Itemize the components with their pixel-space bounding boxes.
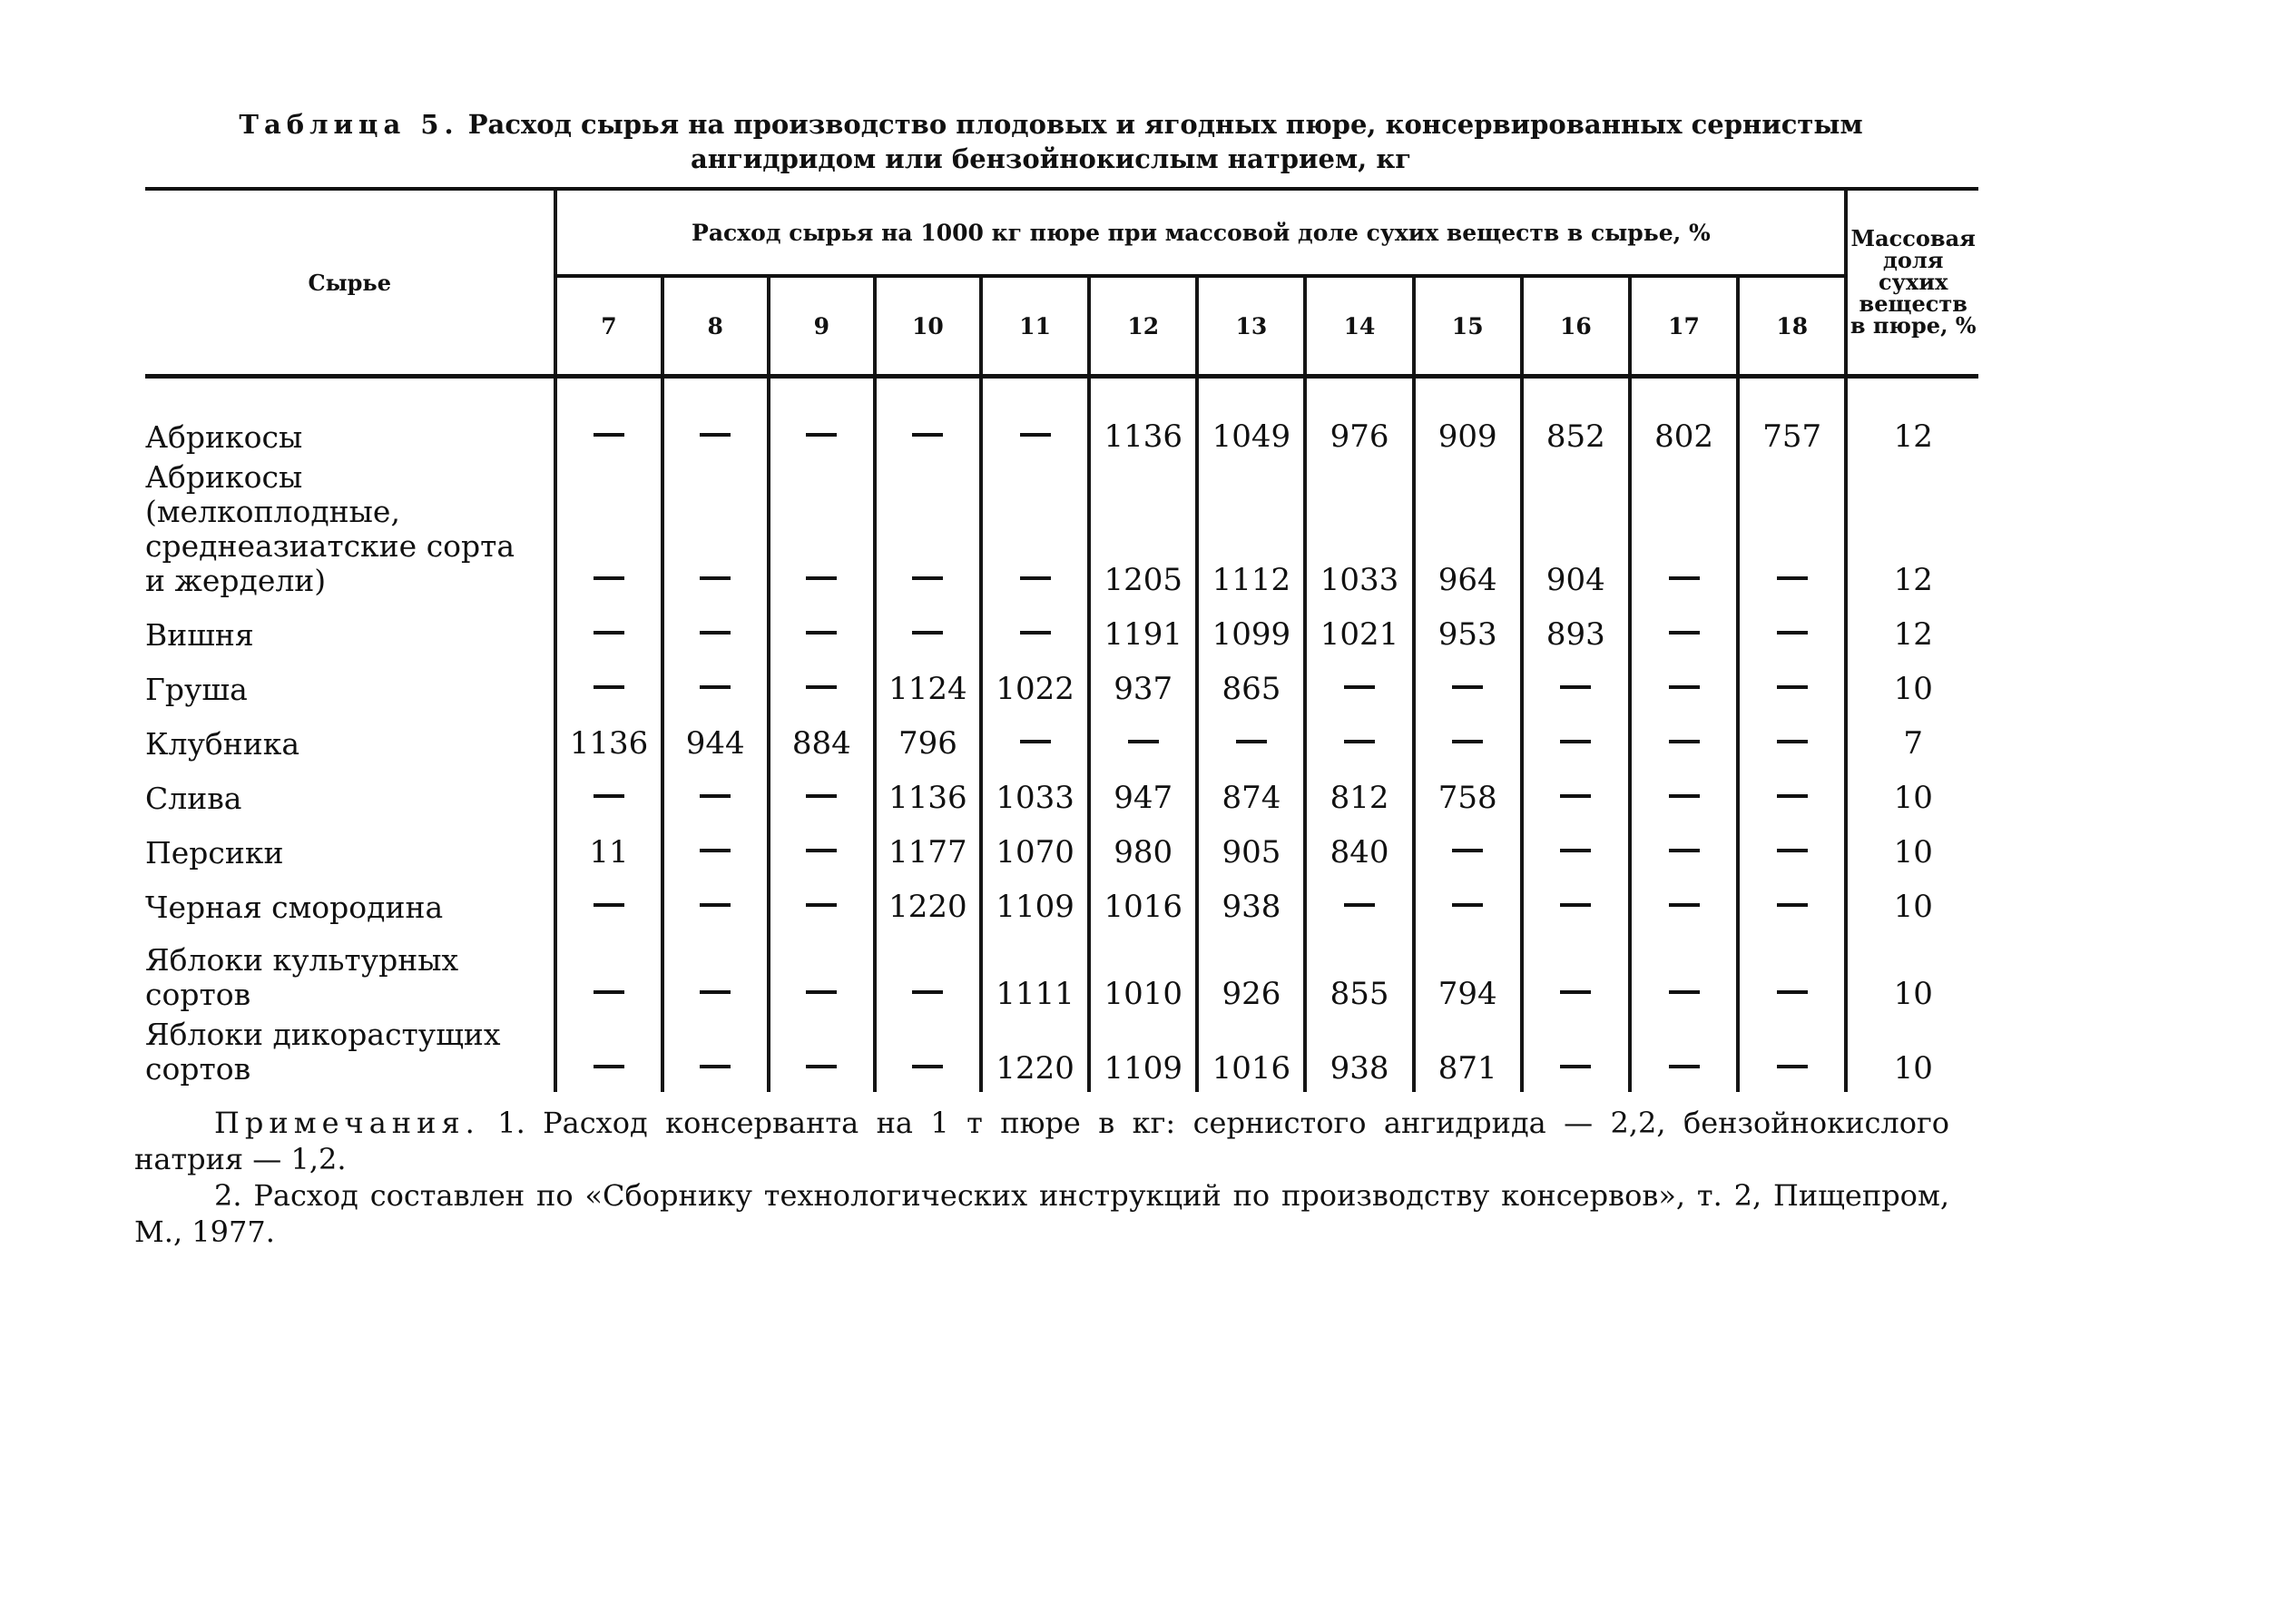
consumption-value: 758 xyxy=(1414,767,1522,821)
consumption-value: 1191 xyxy=(1089,604,1197,658)
consumption-value: 874 xyxy=(1197,767,1305,821)
consumption-value: 1016 xyxy=(1089,876,1197,930)
empty-cell xyxy=(1738,821,1846,876)
dash-mark xyxy=(1452,685,1483,689)
consumption-value: 1177 xyxy=(875,821,981,876)
mass-fraction-value: 7 xyxy=(1846,713,1978,767)
empty-cell xyxy=(662,821,769,876)
empty-cell xyxy=(1630,460,1738,604)
empty-cell xyxy=(1522,930,1630,1018)
dash-mark xyxy=(806,849,837,852)
dash-mark xyxy=(1777,740,1808,743)
dash-mark xyxy=(1020,433,1051,437)
table-caption xyxy=(134,107,1967,176)
dry-matter-header-8: 8 xyxy=(662,276,769,377)
consumption-value: 812 xyxy=(1305,767,1413,821)
consumption-value: 1016 xyxy=(1197,1018,1305,1092)
mass-fraction-value: 10 xyxy=(1846,821,1978,876)
dash-mark xyxy=(1669,903,1700,907)
dry-matter-header-14: 14 xyxy=(1305,276,1413,377)
dash-mark xyxy=(1020,576,1051,580)
consumption-value: 909 xyxy=(1414,400,1522,460)
table-row xyxy=(145,821,1978,876)
dry-matter-header-13: 13 xyxy=(1197,276,1305,377)
dash-mark xyxy=(1344,685,1375,689)
empty-cell xyxy=(662,658,769,713)
dash-mark xyxy=(1777,685,1808,689)
empty-cell xyxy=(1522,713,1630,767)
column-group-header: Расход сырья на 1000 кг пюре при массовой доле сухих веществ в сырье, % xyxy=(555,189,1846,276)
dash-mark xyxy=(1128,740,1159,743)
empty-cell xyxy=(662,400,769,460)
mass-fraction-value: 10 xyxy=(1846,876,1978,930)
empty-cell xyxy=(1630,767,1738,821)
consumption-value: 1136 xyxy=(555,713,662,767)
raw-material-name: Клубника xyxy=(145,726,300,762)
dash-mark xyxy=(1777,576,1808,580)
consumption-value: 855 xyxy=(1305,930,1413,1018)
consumption-value: 926 xyxy=(1197,930,1305,1018)
dry-matter-header-15: 15 xyxy=(1414,276,1522,377)
dash-mark xyxy=(912,433,943,437)
dash-mark xyxy=(1452,740,1483,743)
consumption-value: 852 xyxy=(1522,400,1630,460)
dash-mark xyxy=(1669,685,1700,689)
consumption-value: 1136 xyxy=(1089,400,1197,460)
empty-cell xyxy=(1414,876,1522,930)
dry-matter-header-17: 17 xyxy=(1630,276,1738,377)
empty-cell xyxy=(1630,821,1738,876)
consumption-value: 980 xyxy=(1089,821,1197,876)
table-row xyxy=(145,1018,1978,1092)
dash-mark xyxy=(700,685,731,689)
dry-matter-header-11: 11 xyxy=(981,276,1089,377)
dash-mark xyxy=(700,794,731,798)
table-row xyxy=(145,400,1978,460)
raw-material-name: Груша xyxy=(145,672,248,707)
dash-mark xyxy=(700,849,731,852)
empty-cell xyxy=(981,604,1089,658)
dash-mark xyxy=(912,990,943,994)
raw-material-name: Яблоки культурных сортов xyxy=(145,942,459,1012)
dash-mark xyxy=(1669,631,1700,634)
empty-cell xyxy=(1630,1018,1738,1092)
consumption-value: 904 xyxy=(1522,460,1630,604)
consumption-value: 937 xyxy=(1089,658,1197,713)
dash-mark xyxy=(806,990,837,994)
empty-cell xyxy=(769,821,875,876)
raw-material-name: Персики xyxy=(145,835,284,871)
empty-cell xyxy=(1414,821,1522,876)
notes-title: Примечания. xyxy=(214,1106,480,1140)
empty-cell xyxy=(875,400,981,460)
spacer-row xyxy=(145,377,1978,401)
dash-mark xyxy=(806,903,837,907)
empty-cell xyxy=(1630,876,1738,930)
empty-cell xyxy=(1414,658,1522,713)
mass-fraction-value: 12 xyxy=(1846,604,1978,658)
table-caption-label: Таблица 5. xyxy=(239,109,459,140)
consumption-value: 757 xyxy=(1738,400,1846,460)
empty-cell xyxy=(769,1018,875,1092)
empty-cell xyxy=(555,930,662,1018)
empty-cell xyxy=(1630,604,1738,658)
empty-cell xyxy=(875,604,981,658)
dash-mark xyxy=(1777,849,1808,852)
dash-mark xyxy=(594,1065,624,1068)
empty-cell xyxy=(1630,930,1738,1018)
empty-cell xyxy=(662,876,769,930)
consumption-value: 1111 xyxy=(981,930,1089,1018)
document-page xyxy=(134,107,1986,1250)
consumption-value: 947 xyxy=(1089,767,1197,821)
mass-fraction-value: 12 xyxy=(1846,400,1978,460)
dash-mark xyxy=(1560,849,1591,852)
dash-mark xyxy=(1560,794,1591,798)
consumption-value: 1033 xyxy=(981,767,1089,821)
dash-mark xyxy=(1777,631,1808,634)
dash-mark xyxy=(1020,740,1051,743)
empty-cell xyxy=(1738,930,1846,1018)
dry-matter-header-16: 16 xyxy=(1522,276,1630,377)
note-1 xyxy=(134,1105,1949,1177)
empty-cell xyxy=(1522,658,1630,713)
table-row xyxy=(145,460,1978,604)
dash-mark xyxy=(594,990,624,994)
table-caption-line1: Расход сырья на производство плодовых и ягодных пюре, консервированных сернистым xyxy=(467,109,1863,140)
dash-mark xyxy=(912,631,943,634)
dry-matter-header-9: 9 xyxy=(769,276,875,377)
consumption-value: 11 xyxy=(555,821,662,876)
empty-cell xyxy=(1305,658,1413,713)
consumption-value: 871 xyxy=(1414,1018,1522,1092)
dash-mark xyxy=(1669,1065,1700,1068)
consumption-value: 1022 xyxy=(981,658,1089,713)
mass-fraction-value: 10 xyxy=(1846,1018,1978,1092)
table-caption-line2: ангидридом или бензойнокислым натрием, кг xyxy=(690,143,1412,174)
empty-cell xyxy=(1738,658,1846,713)
dash-mark xyxy=(1236,740,1267,743)
empty-cell xyxy=(769,604,875,658)
column-header-raw-material: Сырье xyxy=(145,189,555,377)
consumption-value: 1205 xyxy=(1089,460,1197,604)
dash-mark xyxy=(1669,990,1700,994)
consumption-value: 1010 xyxy=(1089,930,1197,1018)
dash-mark xyxy=(806,794,837,798)
empty-cell xyxy=(769,400,875,460)
empty-cell xyxy=(1738,604,1846,658)
consumption-value: 893 xyxy=(1522,604,1630,658)
empty-cell xyxy=(1522,1018,1630,1092)
consumption-value: 1070 xyxy=(981,821,1089,876)
empty-cell xyxy=(662,604,769,658)
consumption-value: 865 xyxy=(1197,658,1305,713)
empty-cell xyxy=(875,1018,981,1092)
consumption-value: 944 xyxy=(662,713,769,767)
dash-mark xyxy=(1560,1065,1591,1068)
dash-mark xyxy=(806,631,837,634)
dash-mark xyxy=(700,903,731,907)
dash-mark xyxy=(594,433,624,437)
raw-material-name: Черная смородина xyxy=(145,890,444,925)
mass-fraction-value: 10 xyxy=(1846,930,1978,1018)
empty-cell xyxy=(1305,876,1413,930)
dash-mark xyxy=(1560,903,1591,907)
empty-cell xyxy=(662,460,769,604)
dash-mark xyxy=(1669,576,1700,580)
consumption-value: 794 xyxy=(1414,930,1522,1018)
table-row xyxy=(145,876,1978,930)
empty-cell xyxy=(555,767,662,821)
dry-matter-header-18: 18 xyxy=(1738,276,1846,377)
raw-material-table xyxy=(145,187,1978,1092)
consumption-value: 884 xyxy=(769,713,875,767)
consumption-value: 1049 xyxy=(1197,400,1305,460)
empty-cell xyxy=(875,460,981,604)
dry-matter-header-12: 12 xyxy=(1089,276,1197,377)
dash-mark xyxy=(594,685,624,689)
consumption-value: 1099 xyxy=(1197,604,1305,658)
dry-matter-header-7: 7 xyxy=(555,276,662,377)
empty-cell xyxy=(662,767,769,821)
dash-mark xyxy=(1452,903,1483,907)
consumption-value: 976 xyxy=(1305,400,1413,460)
empty-cell xyxy=(769,767,875,821)
dash-mark xyxy=(806,1065,837,1068)
dash-mark xyxy=(1777,990,1808,994)
column-header-mass-fraction: Массовая доля сухих веществ в пюре, % xyxy=(1846,189,1978,377)
consumption-value: 840 xyxy=(1305,821,1413,876)
note-2-text: 2. Расход составлен по «Сборнику технологических инструкций по производству консервов», т. 2, Пищепром, М., 1977. xyxy=(134,1178,1949,1249)
consumption-value: 953 xyxy=(1414,604,1522,658)
dash-mark xyxy=(1560,740,1591,743)
table-row xyxy=(145,713,1978,767)
empty-cell xyxy=(555,400,662,460)
dash-mark xyxy=(1777,903,1808,907)
consumption-value: 1112 xyxy=(1197,460,1305,604)
dash-mark xyxy=(1777,1065,1808,1068)
empty-cell xyxy=(981,460,1089,604)
dry-matter-header-10: 10 xyxy=(875,276,981,377)
dash-mark xyxy=(1560,990,1591,994)
dash-mark xyxy=(1669,794,1700,798)
note-1-text: 1. Расход консерванта на 1 т пюре в кг: сернистого ангидрида — 2,2, бензойнокислого натрия — 1,2. xyxy=(134,1106,1950,1176)
consumption-value: 1220 xyxy=(875,876,981,930)
consumption-value: 1021 xyxy=(1305,604,1413,658)
raw-material-name: Слива xyxy=(145,781,242,816)
dash-mark xyxy=(700,576,731,580)
consumption-value: 1136 xyxy=(875,767,981,821)
header-row-top xyxy=(145,189,1978,276)
dash-mark xyxy=(806,685,837,689)
consumption-value: 938 xyxy=(1305,1018,1413,1092)
table-row xyxy=(145,604,1978,658)
dash-mark xyxy=(1452,849,1483,852)
consumption-value: 1124 xyxy=(875,658,981,713)
empty-cell xyxy=(1522,876,1630,930)
table-row xyxy=(145,658,1978,713)
empty-cell xyxy=(1630,713,1738,767)
empty-cell xyxy=(769,658,875,713)
consumption-value: 964 xyxy=(1414,460,1522,604)
empty-cell xyxy=(555,1018,662,1092)
empty-cell xyxy=(555,604,662,658)
note-2 xyxy=(134,1177,1949,1250)
dash-mark xyxy=(1669,740,1700,743)
empty-cell xyxy=(555,876,662,930)
raw-material-name: Яблоки дикорастущих сортов xyxy=(145,1017,501,1087)
empty-cell xyxy=(1305,713,1413,767)
table-notes xyxy=(134,1105,1949,1250)
table-row xyxy=(145,930,1978,1018)
dash-mark xyxy=(1777,794,1808,798)
empty-cell xyxy=(662,1018,769,1092)
dash-mark xyxy=(1020,631,1051,634)
empty-cell xyxy=(1522,767,1630,821)
empty-cell xyxy=(769,930,875,1018)
empty-cell xyxy=(1089,713,1197,767)
consumption-value: 802 xyxy=(1630,400,1738,460)
consumption-value: 938 xyxy=(1197,876,1305,930)
empty-cell xyxy=(1414,713,1522,767)
empty-cell xyxy=(1738,1018,1846,1092)
empty-cell xyxy=(1197,713,1305,767)
empty-cell xyxy=(1738,460,1846,604)
dash-mark xyxy=(1344,903,1375,907)
dash-mark xyxy=(594,631,624,634)
dash-mark xyxy=(1344,740,1375,743)
dash-mark xyxy=(700,433,731,437)
mass-fraction-value: 10 xyxy=(1846,767,1978,821)
dash-mark xyxy=(700,1065,731,1068)
consumption-value: 1109 xyxy=(1089,1018,1197,1092)
dash-mark xyxy=(912,1065,943,1068)
empty-cell xyxy=(555,658,662,713)
empty-cell xyxy=(1738,713,1846,767)
mass-fraction-value: 12 xyxy=(1846,460,1978,604)
consumption-value: 1109 xyxy=(981,876,1089,930)
empty-cell xyxy=(1738,876,1846,930)
empty-cell xyxy=(981,400,1089,460)
dash-mark xyxy=(806,576,837,580)
dash-mark xyxy=(912,576,943,580)
dash-mark xyxy=(700,990,731,994)
empty-cell xyxy=(1522,821,1630,876)
dash-mark xyxy=(1560,685,1591,689)
empty-cell xyxy=(1630,658,1738,713)
mass-fraction-value: 10 xyxy=(1846,658,1978,713)
raw-material-name: Вишня xyxy=(145,617,254,653)
consumption-value: 1220 xyxy=(981,1018,1089,1092)
empty-cell xyxy=(1738,767,1846,821)
consumption-value: 905 xyxy=(1197,821,1305,876)
consumption-value: 1033 xyxy=(1305,460,1413,604)
empty-cell xyxy=(875,930,981,1018)
raw-material-name: Абрикосы (мелкоплодные, среднеазиатские сорта и жердели) xyxy=(145,459,515,598)
table-body xyxy=(145,377,1978,1093)
dash-mark xyxy=(806,433,837,437)
dash-mark xyxy=(1669,849,1700,852)
table-row xyxy=(145,767,1978,821)
dash-mark xyxy=(594,794,624,798)
empty-cell xyxy=(769,876,875,930)
empty-cell xyxy=(555,460,662,604)
raw-material-name: Абрикосы xyxy=(145,419,303,455)
consumption-value: 796 xyxy=(875,713,981,767)
empty-cell xyxy=(981,713,1089,767)
empty-cell xyxy=(769,460,875,604)
empty-cell xyxy=(662,930,769,1018)
dash-mark xyxy=(594,576,624,580)
dash-mark xyxy=(594,903,624,907)
dash-mark xyxy=(700,631,731,634)
